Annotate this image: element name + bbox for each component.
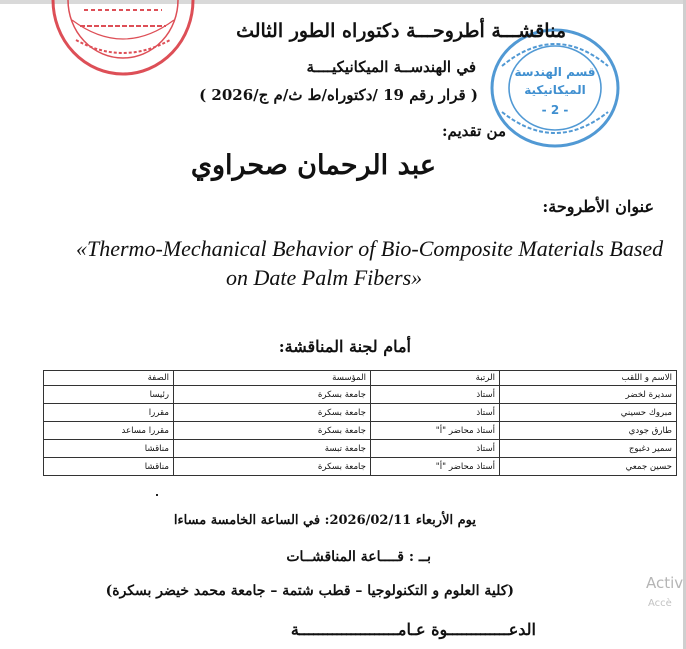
member-role: مقررا مساعد (44, 422, 174, 440)
defense-announcement-title: مناقشـــة أطروحـــة دكتوراه الطور الثالث (236, 20, 566, 42)
public-invitation: الدعـــــــــــــوة عـامـــــــــــــــــــــة (290, 620, 536, 639)
specialty-line: في الهندســة الميكانيكيــــة (306, 58, 476, 76)
thesis-title-line2: on Date Palm Fibers» (226, 265, 423, 290)
member-rank: أستاذ (371, 440, 500, 458)
defense-date-time: يوم الأربعاء 2026/02/11: في الساعة الخامسة مساءا (173, 513, 476, 528)
member-role: مقررا (44, 404, 174, 422)
col-name-header: الاسم و اللقب (500, 371, 677, 386)
candidate-name: عبد الرحمان صحراوي (190, 150, 436, 181)
member-institution: جامعة بسكرة (174, 386, 371, 404)
table-row (44, 422, 677, 440)
decision-reference: ( قرار رقم 19 /دكتوراه/ط ث/م ج/2026 ) (199, 86, 478, 104)
member-institution: جامعة بسكرة (174, 404, 371, 422)
member-role: مناقشا (44, 440, 174, 458)
member-name: مبروك حسيني (500, 404, 677, 422)
member-name: سمير دغبوج (500, 440, 677, 458)
member-role: مناقشا (44, 458, 174, 476)
presented-by-label: من تقديم: (441, 122, 506, 140)
table-row (44, 440, 677, 458)
col-rank-header: الرتبة (371, 371, 500, 386)
member-institution: جامعة تبسة (174, 440, 371, 458)
member-rank: أستاذ محاضر "أ" (371, 458, 500, 476)
col-institution-header: المؤسسة (174, 371, 371, 386)
member-name: طارق جودي (500, 422, 677, 440)
blue-stamp-line1: قسم الهندسة (514, 65, 596, 79)
blue-stamp-line2: الميكانيكية (524, 83, 586, 97)
member-name: حسين جمعي (500, 458, 677, 476)
activation-watermark-sub: Accè (648, 598, 672, 609)
member-rank: أستاذ (371, 404, 500, 422)
table-row (44, 386, 677, 404)
col-role-header: الصفة (44, 371, 174, 386)
thesis-title-label: عنوان الأطروحة: (542, 197, 654, 216)
department-blue-stamp (488, 26, 622, 150)
member-name: سديرة لخضر (500, 386, 677, 404)
faculty-location: (كلية العلوم و التكنولوجيا – قطب شتمة – جامعة محمد خيضر بسكرة) (105, 583, 514, 599)
blue-stamp-number: - 2 - (541, 103, 569, 117)
committee-heading: أمام لجنة المناقشة: (278, 337, 411, 356)
red-stamp-rings (53, 0, 193, 74)
member-institution: جامعة بسكرة (174, 422, 371, 440)
thesis-title (76, 234, 676, 292)
defense-hall: بــ : قــــاعة المناقشــات (286, 549, 431, 565)
jury-table-header (44, 371, 677, 386)
thesis-title-line1: «Thermo-Mechanical Behavior of Bio-Composite Materials Based (76, 236, 664, 261)
member-role: رئيسا (44, 386, 174, 404)
table-row (44, 458, 677, 476)
member-rank: أستاذ محاضر "أ" (371, 422, 500, 440)
member-institution: جامعة بسكرة (174, 458, 371, 476)
stray-dot (156, 494, 158, 496)
activation-watermark: Activ (646, 574, 684, 592)
table-row (44, 404, 677, 422)
member-rank: أستاذ (371, 386, 500, 404)
jury-table (43, 370, 677, 476)
university-red-stamp (50, 0, 196, 78)
